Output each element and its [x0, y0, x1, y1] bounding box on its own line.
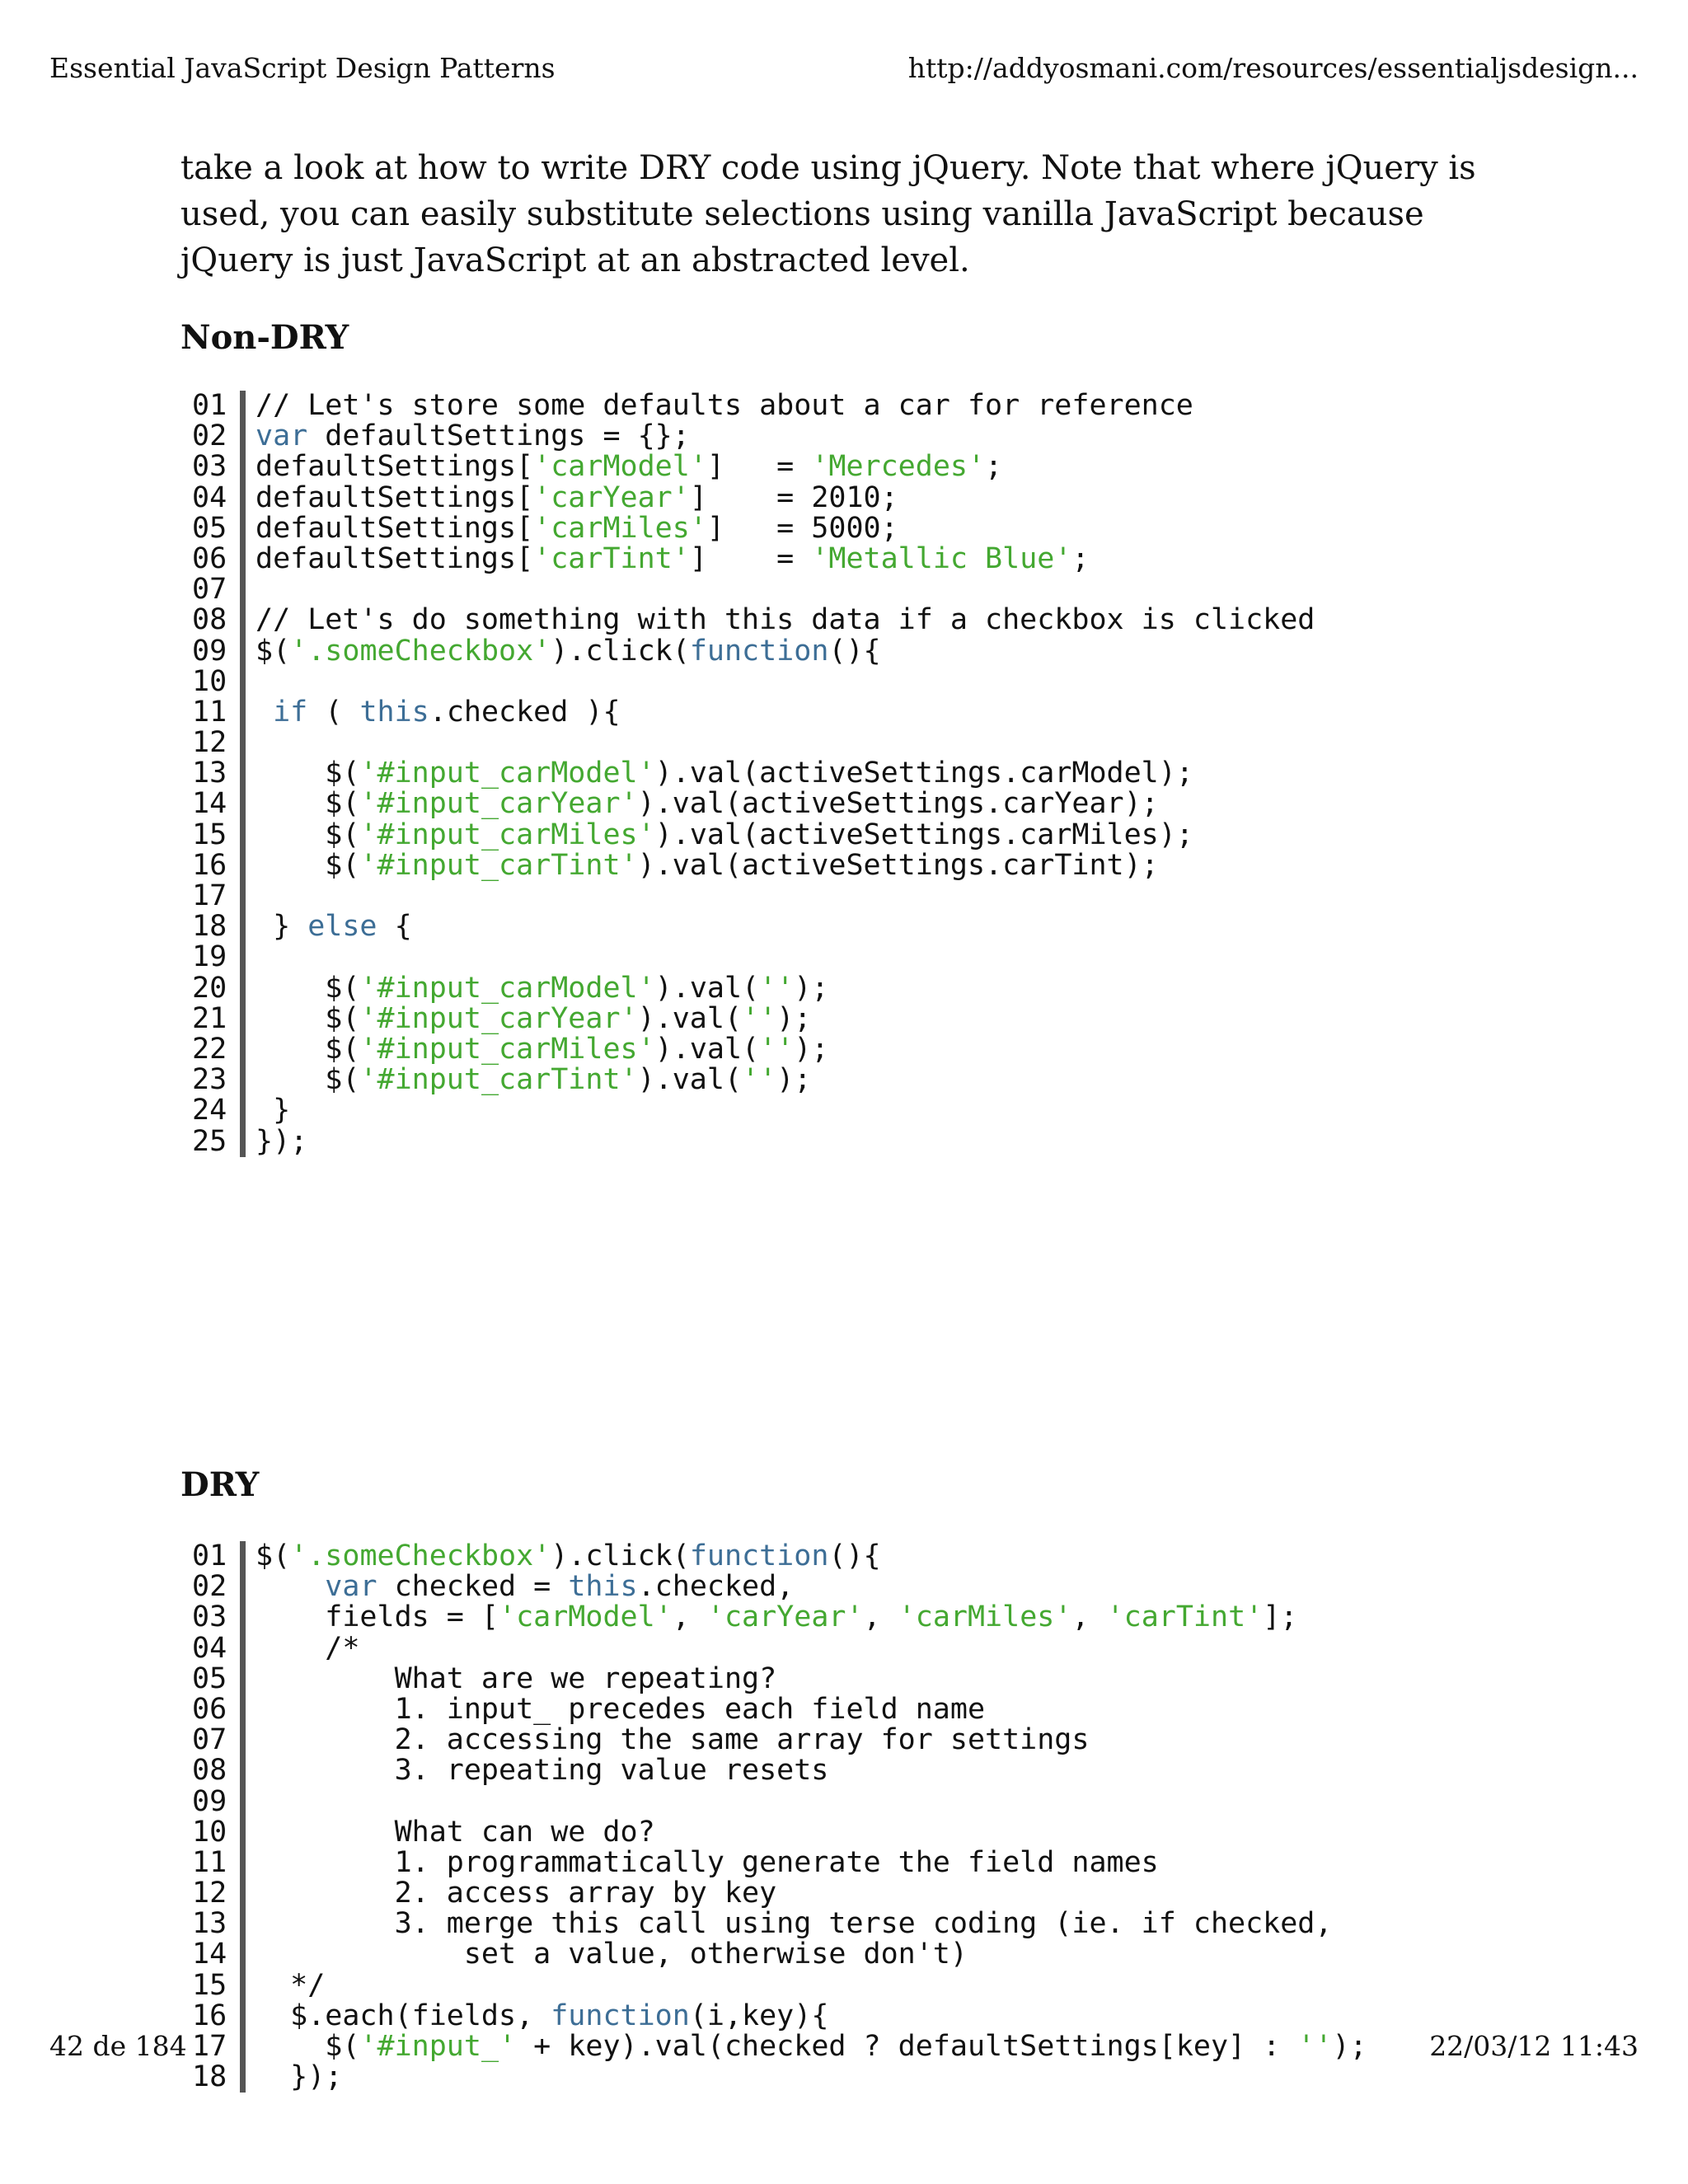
code-line	[256, 1755, 1367, 1786]
code-text: ).val(activeSettings.carModel);	[654, 757, 1193, 790]
code-line	[256, 541, 1315, 575]
line-number: 06	[192, 1692, 227, 1726]
line-number: 16	[192, 1999, 227, 2032]
line-number: 18	[192, 910, 227, 944]
code-text: fields = [	[256, 1601, 499, 1634]
line-number: 08	[192, 603, 227, 637]
line-number: 02	[192, 419, 227, 453]
code-text: (i,key){	[689, 1999, 829, 2032]
line-number: 17	[192, 2030, 227, 2063]
code-text: $(	[256, 971, 360, 1005]
code-text: defaultSettings[	[256, 541, 534, 575]
code-text: $(	[256, 1001, 360, 1035]
code-string: '.someCheckbox'	[290, 634, 551, 668]
line-number: 06	[192, 541, 227, 575]
code-keyword: this	[568, 1570, 638, 1604]
code-text: ).val(activeSettings.carMiles);	[654, 818, 1193, 851]
code-string: '#input_carMiles'	[359, 818, 655, 851]
code-text: 1. programmatically generate the field names	[256, 1845, 1159, 1879]
code-text: );	[794, 1032, 829, 1066]
code-keyword: this	[359, 695, 429, 729]
code-string: 'carYear'	[706, 1601, 864, 1634]
code-line	[256, 1095, 1315, 1126]
line-number: 12	[192, 1877, 227, 1910]
code-line	[256, 1065, 1315, 1095]
line-number: 18	[192, 2060, 227, 2094]
code-text: (){	[828, 1540, 881, 1572]
code-text: $(	[256, 634, 291, 668]
document-title: Essential JavaScript Design Patterns	[49, 52, 556, 84]
code-string: ''	[742, 1001, 777, 1035]
print-footer	[49, 2026, 1639, 2067]
code-text: $(	[256, 757, 360, 790]
code-text: }	[256, 910, 308, 944]
code-string: '#input_carTint'	[359, 1063, 638, 1097]
code-string: 'carModel'	[533, 450, 707, 484]
code-text: (){	[828, 634, 881, 668]
code-text: $(	[256, 848, 360, 882]
code-text: */	[256, 1968, 326, 2002]
code-text: {	[377, 910, 412, 944]
code-line	[256, 513, 1315, 544]
code-lines	[246, 1541, 1367, 2093]
code-keyword: var	[325, 1570, 377, 1604]
code-text: $(	[256, 787, 360, 821]
code-text: ,	[1071, 1601, 1107, 1634]
intro-paragraph	[181, 145, 1532, 284]
intro-line: take a look at how to write DRY code using jQuery. Note that where jQuery is	[181, 149, 1476, 187]
code-line	[256, 1124, 1315, 1158]
code-text: What can we do?	[256, 1815, 655, 1849]
code-line	[256, 1878, 1367, 1909]
line-number: 24	[192, 1094, 227, 1127]
code-string: ''	[742, 1063, 777, 1097]
code-text: ,	[863, 1601, 898, 1634]
code-text: ).val(	[654, 971, 760, 1005]
code-text: defaultSettings = {};	[307, 419, 690, 453]
code-line	[256, 452, 1315, 482]
code-line	[256, 391, 1315, 421]
code-text: $(	[256, 818, 360, 851]
code-line	[256, 758, 1315, 789]
code-text: $(	[256, 1540, 291, 1572]
code-text: ).val(	[637, 1063, 743, 1097]
code-keyword: function	[689, 1540, 829, 1572]
code-text: }	[256, 1094, 291, 1127]
code-text: ).click(	[551, 1540, 690, 1572]
line-number: 25	[192, 1124, 227, 1158]
line-number: 03	[192, 450, 227, 484]
line-number: 15	[192, 1968, 227, 2002]
code-string: '#input_carYear'	[359, 787, 638, 821]
code-string: '#input_carYear'	[359, 1001, 638, 1035]
line-number: 20	[192, 971, 227, 1005]
code-text: $(	[256, 1032, 360, 1066]
code-line	[256, 1939, 1367, 1970]
code-text: 2. access array by key	[256, 1877, 777, 1910]
line-number: 01	[192, 389, 227, 422]
code-text: 3. repeating value resets	[256, 1754, 829, 1788]
code-text: 3. merge this call using terse coding (ie. if checked,	[256, 1907, 1333, 1941]
code-line	[256, 574, 1315, 605]
code-keyword: if	[273, 695, 308, 729]
line-number: 13	[192, 757, 227, 790]
code-text: defaultSettings[	[256, 511, 534, 545]
code-string: ''	[759, 971, 795, 1005]
code-text: ,	[672, 1601, 707, 1634]
line-number: 10	[192, 664, 227, 698]
code-text: ] = 2010;	[689, 480, 898, 514]
code-string: 'Metallic Blue'	[811, 541, 1072, 575]
code-line	[256, 1909, 1367, 1939]
code-text: set a value, otherwise don't)	[256, 1938, 968, 1971]
code-line	[256, 1034, 1315, 1065]
page-number: 42 de 184	[49, 2030, 187, 2062]
code-line	[256, 973, 1315, 1004]
code-text: ).val(	[637, 1001, 743, 1035]
code-keyword: else	[307, 910, 377, 944]
code-text: 2. accessing the same array for settings	[256, 1723, 1090, 1757]
code-text: );	[776, 1001, 812, 1035]
code-string: ''	[1297, 2030, 1333, 2063]
code-string: 'carTint'	[1106, 1601, 1264, 1634]
line-number: 09	[192, 634, 227, 668]
line-number: 04	[192, 1631, 227, 1665]
code-text: (	[307, 695, 360, 729]
code-keyword: function	[689, 634, 829, 668]
dry-heading: DRY	[181, 1465, 260, 1504]
line-number: 02	[192, 1570, 227, 1604]
code-line	[256, 480, 1315, 514]
code-line	[256, 636, 1315, 667]
code-text: + key).val(checked ? defaultSettings[key] :	[516, 2030, 1298, 2063]
line-number: 07	[192, 573, 227, 607]
line-number: 11	[192, 695, 227, 729]
code-line	[256, 421, 1315, 452]
code-text: ).val(activeSettings.carTint);	[637, 848, 1159, 882]
line-number: 16	[192, 848, 227, 882]
code-text: });	[256, 2060, 343, 2094]
line-number: 03	[192, 1601, 227, 1634]
line-number: 10	[192, 1815, 227, 1849]
code-text: .checked,	[637, 1570, 795, 1604]
line-number: 14	[192, 1938, 227, 1971]
code-line	[256, 881, 1315, 912]
non-dry-code-block	[181, 391, 1532, 1157]
code-text: );	[794, 971, 829, 1005]
line-number: 21	[192, 1001, 227, 1035]
non-dry-heading: Non-DRY	[181, 318, 349, 357]
code-line	[256, 728, 1315, 758]
document-url[interactable]: http://addyosmani.com/resources/essentialjsdesign...	[907, 52, 1639, 84]
code-line	[256, 820, 1315, 851]
code-string: 'carModel'	[499, 1601, 673, 1634]
line-number: 05	[192, 511, 227, 545]
code-line	[256, 1633, 1367, 1664]
code-string: ''	[759, 1032, 795, 1066]
code-line	[256, 1817, 1367, 1848]
line-number: 23	[192, 1063, 227, 1097]
code-text: ];	[1263, 1601, 1298, 1634]
page-content	[181, 145, 1532, 2094]
line-number: 07	[192, 1723, 227, 1757]
code-line	[256, 848, 1315, 882]
code-text: ).val(	[654, 1032, 760, 1066]
code-string: '#input_carTint'	[359, 848, 638, 882]
code-string: '#input_carModel'	[359, 971, 655, 1005]
code-line	[256, 1001, 1315, 1035]
code-text: What are we repeating?	[256, 1661, 777, 1695]
code-string: '#input_carMiles'	[359, 1032, 655, 1066]
code-text: );	[1332, 2030, 1367, 2063]
code-line	[256, 1845, 1367, 1879]
code-line	[256, 1572, 1367, 1602]
code-line	[256, 605, 1315, 635]
code-text: );	[776, 1063, 812, 1097]
code-text: // Let's store some defaults about a car for reference	[256, 389, 1193, 422]
line-number: 12	[192, 726, 227, 760]
line-number: 13	[192, 1907, 227, 1941]
print-header	[49, 48, 1639, 89]
code-line	[256, 942, 1315, 972]
code-string: '#input_carModel'	[359, 757, 655, 790]
code-text: ] =	[706, 450, 812, 484]
line-number: 22	[192, 1032, 227, 1066]
code-line	[256, 667, 1315, 697]
line-number: 04	[192, 480, 227, 514]
code-text: ;	[985, 450, 1003, 484]
code-line	[256, 697, 1315, 728]
code-string: 'Mercedes'	[811, 450, 986, 484]
line-number: 14	[192, 787, 227, 821]
code-text: checked =	[377, 1570, 569, 1604]
code-line	[256, 1968, 1367, 2002]
code-string: '.someCheckbox'	[290, 1540, 551, 1572]
line-number: 11	[192, 1845, 227, 1879]
code-string: 'carMiles'	[533, 511, 707, 545]
code-keyword: function	[551, 1999, 690, 2032]
code-string: 'carYear'	[533, 480, 690, 514]
line-number-gutter	[181, 1541, 246, 2093]
code-text: $.each(fields,	[256, 1999, 551, 2032]
code-text: ).click(	[551, 634, 690, 668]
line-number: 19	[192, 940, 227, 974]
line-number: 01	[192, 1540, 227, 1572]
code-text: $(	[256, 2030, 360, 2063]
line-number-gutter	[181, 391, 246, 1157]
code-string: 'carMiles'	[898, 1601, 1072, 1634]
dry-code-block	[181, 1541, 1367, 2093]
code-line	[256, 1694, 1367, 1725]
code-text: });	[256, 1124, 308, 1158]
code-text: ;	[1071, 541, 1090, 575]
code-text: 1. input_ precedes each field name	[256, 1692, 986, 1726]
code-text: $(	[256, 1063, 360, 1097]
code-keyword: var	[256, 419, 308, 453]
code-line	[256, 1661, 1367, 1695]
code-line	[256, 1725, 1367, 1755]
code-line	[256, 789, 1315, 819]
code-string: '#input_'	[359, 2030, 517, 2063]
code-text: ] =	[689, 541, 812, 575]
code-text: defaultSettings[	[256, 480, 534, 514]
code-line	[256, 1602, 1367, 1633]
intro-line: used, you can easily substitute selections using vanilla JavaScript because	[181, 195, 1424, 233]
line-number: 08	[192, 1754, 227, 1788]
code-line	[256, 1787, 1367, 1817]
line-number: 17	[192, 879, 227, 912]
intro-line: jQuery is just JavaScript at an abstracted level.	[181, 241, 970, 279]
line-number: 15	[192, 818, 227, 851]
code-text: ).val(activeSettings.carYear);	[637, 787, 1159, 821]
line-number: 05	[192, 1661, 227, 1695]
print-datetime: 22/03/12 11:43	[1429, 2030, 1639, 2062]
code-text: .checked ){	[429, 695, 621, 729]
code-text: defaultSettings[	[256, 450, 534, 484]
code-text: /*	[256, 1631, 360, 1665]
code-line	[256, 1541, 1367, 1572]
code-string: 'carTint'	[533, 541, 690, 575]
code-lines	[246, 391, 1315, 1157]
code-text: // Let's do something with this data if a checkbox is clicked	[256, 603, 1315, 637]
code-text	[256, 696, 273, 729]
code-text	[256, 1570, 325, 1603]
code-line	[256, 912, 1315, 942]
code-text: ] = 5000;	[706, 511, 898, 545]
line-number: 09	[192, 1784, 227, 1818]
